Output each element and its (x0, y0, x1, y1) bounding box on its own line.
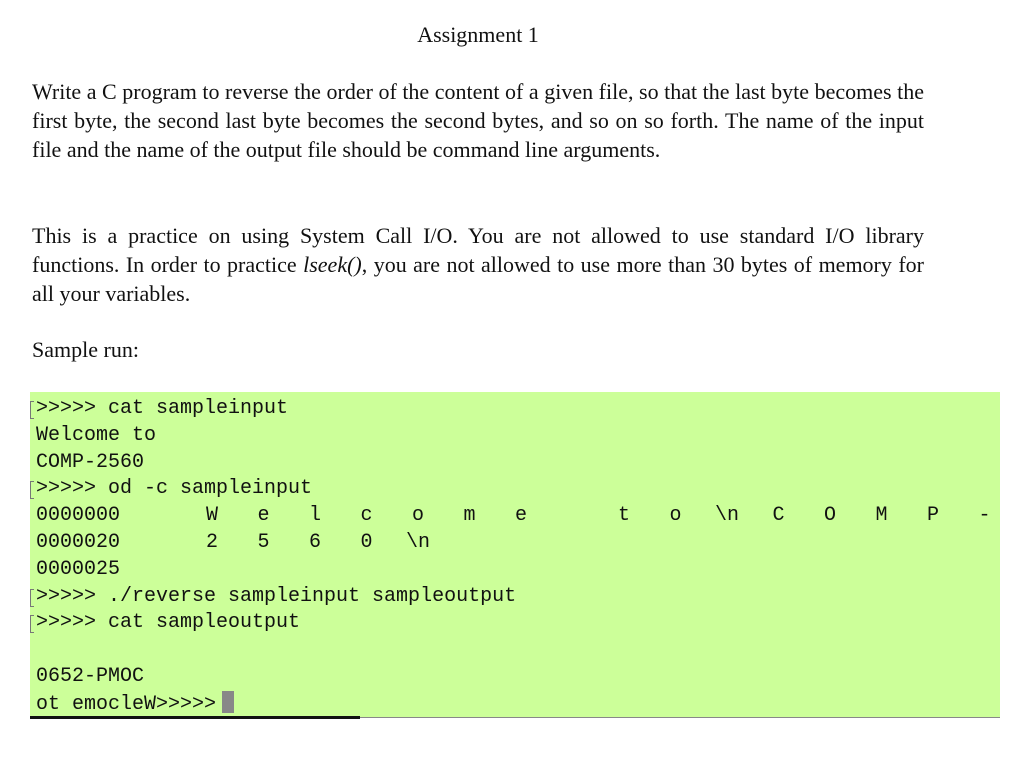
od-char-cell: 2 (205, 530, 218, 554)
terminal-line (30, 637, 1000, 664)
od-char-cell: M (875, 504, 888, 528)
od-char-cell: \n (405, 530, 430, 554)
terminal-line (30, 664, 1000, 691)
od-char-cell: e (514, 504, 527, 528)
prompt-bracket-icon (30, 589, 34, 607)
od-output-row (30, 530, 1000, 557)
terminal-line-text: >>>>> od -c sampleinput (36, 477, 313, 501)
terminal-line-prompt (30, 584, 1000, 611)
od-char-cell: O (823, 504, 836, 528)
od-char-cell: l (308, 504, 321, 528)
od-output-row (30, 503, 1000, 530)
od-char-cell: c (360, 504, 373, 528)
od-char-cell: 5 (257, 530, 270, 554)
terminal-line-prompt (30, 396, 1000, 423)
prompt-bracket-icon (30, 401, 34, 419)
od-char-cell: P (926, 504, 939, 528)
od-char-cell: C (772, 504, 785, 528)
terminal-bottom-border-thin (360, 717, 1000, 718)
terminal-line-text: 0652-PMOC (36, 664, 145, 688)
terminal-line-prompt (30, 476, 1000, 503)
lseek-function-name: lseek() (303, 252, 362, 277)
sample-run-label: Sample run: (32, 337, 139, 362)
terminal-bottom-border (30, 716, 360, 719)
od-char-cell: o (669, 504, 682, 528)
od-offset: 0000020 (36, 530, 121, 554)
prompt-bracket-icon (30, 615, 34, 633)
od-offset: 0000025 (36, 557, 121, 581)
terminal-line-text: >>>>> ./reverse sampleinput sampleoutput (36, 584, 517, 608)
od-char-cell: 6 (308, 530, 321, 554)
od-char-cell: m (463, 504, 476, 528)
page-title: Assignment 1 (417, 22, 539, 47)
paragraph-constraints-text-2: , you are not allowed to use more than 30 bytes of memory for all your variables. (32, 252, 924, 306)
terminal-line-text: COMP-2560 (36, 450, 145, 474)
paragraph-task-description: Write a C program to reverse the order of the content of a given file, so that the last byte becomes the first byte, the second last byte becomes the second bytes, and so on so forth. The name of the input file and the name of the output file should be command line arguments. (32, 79, 924, 162)
terminal-line (30, 450, 1000, 477)
terminal-line-text: ot emocleW>>>>> (36, 692, 217, 716)
terminal-sample-output (30, 392, 1000, 718)
od-char-cell: 0 (360, 530, 373, 554)
od-char-cell: o (411, 504, 424, 528)
od-char-cell: e (257, 504, 270, 528)
terminal-line-text: Welcome to (36, 423, 157, 447)
od-char-cell: \n (714, 504, 739, 528)
prompt-bracket-icon (30, 481, 34, 499)
paragraph-constraints-text-1: This is a practice on using System Call I/O. You are not allowed to use standard I/O library functions. In order to practice (32, 223, 924, 277)
paragraph-constraints (32, 221, 924, 308)
terminal-line-text: >>>>> cat sampleoutput (36, 611, 301, 635)
terminal-cursor[interactable] (222, 691, 234, 713)
od-char-cell: W (205, 504, 218, 528)
terminal-line-with-cursor (30, 691, 1000, 718)
terminal-line (30, 423, 1000, 450)
terminal-line-text: >>>>> cat sampleinput (36, 397, 289, 420)
od-char-cell: - (978, 504, 991, 528)
terminal-line-prompt (30, 610, 1000, 637)
od-offset: 0000000 (36, 504, 121, 528)
terminal-line (30, 557, 1000, 584)
od-char-cell: t (617, 504, 630, 528)
